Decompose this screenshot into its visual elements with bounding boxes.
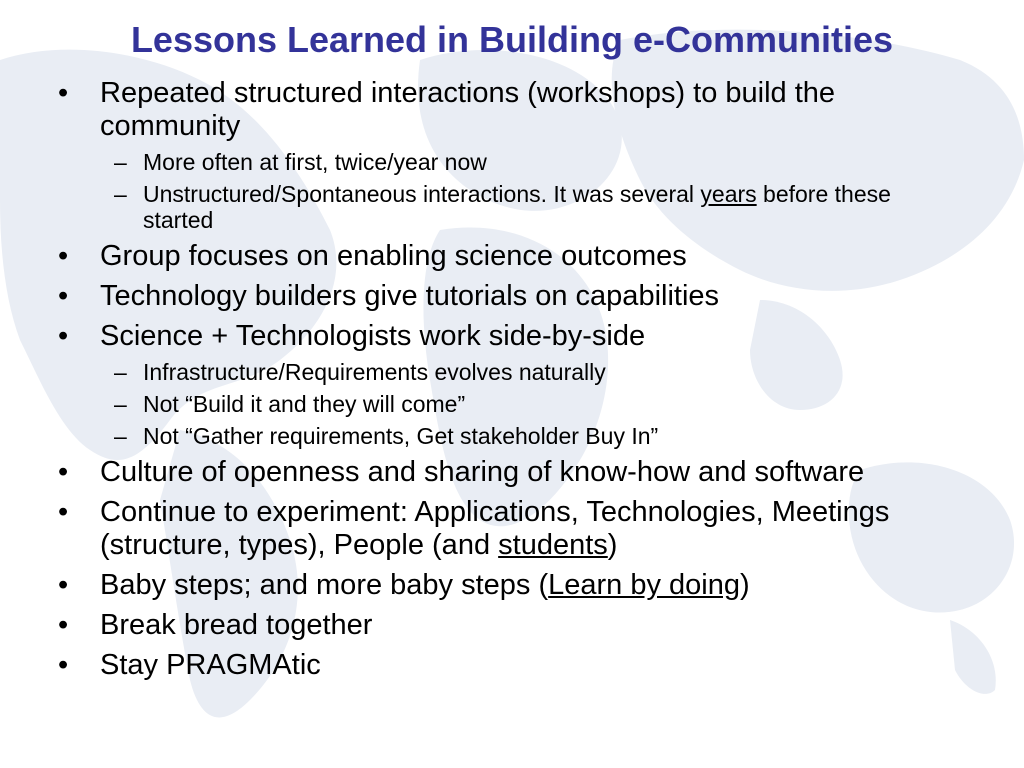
bullet-item	[58, 240, 958, 273]
sub-bullet-body	[143, 391, 465, 417]
bullet-text: Technology builders give tutorials on capabilities	[100, 280, 720, 312]
slide-title: Lessons Learned in Building e-Communities	[130, 19, 894, 60]
sub-bullet-item	[114, 181, 958, 233]
bullet-list	[58, 70, 958, 682]
bullet-item	[58, 456, 958, 489]
sub-bullet-item	[114, 359, 958, 385]
bullet-text: Group focuses on enabling science outcomes	[100, 240, 687, 272]
bullet-text: Culture of openness and sharing of know-how and software	[100, 456, 865, 488]
sub-bullet-text: Infrastructure/Requirements evolves naturally	[143, 359, 606, 385]
bullet-item	[58, 569, 958, 602]
sub-bullet-body	[143, 423, 658, 449]
bullet-item	[58, 649, 958, 682]
sub-bullet-body	[143, 359, 606, 385]
bullet-marker: •	[58, 320, 69, 352]
sub-bullet-text: Unstructured/Spontaneous interactions. It was several	[143, 181, 701, 207]
bullet-text-end: )	[607, 529, 618, 561]
bullet-text: Baby steps; and more baby steps (	[100, 569, 549, 601]
bullet-body	[100, 569, 750, 601]
bullet-marker: •	[58, 240, 69, 272]
bullet-marker: •	[58, 609, 69, 641]
sub-bullet-underlined-text: years	[700, 181, 757, 207]
sub-bullet-item	[114, 423, 958, 449]
bullet-item	[58, 496, 958, 562]
bullet-body	[100, 456, 864, 488]
bullet-underlined-text: students	[498, 529, 608, 561]
sub-bullet-item	[114, 391, 958, 417]
bullet-marker: •	[58, 569, 69, 601]
bullet-text: Science + Technologists work side-by-side	[100, 320, 646, 352]
sub-bullet-text: Not “Build it and they will come”	[143, 391, 466, 417]
bullet-item	[58, 280, 958, 313]
bullet-body	[100, 609, 372, 641]
bullet-marker: •	[58, 649, 69, 681]
sub-bullet-marker: –	[114, 391, 127, 417]
bullet-marker: •	[58, 77, 69, 109]
bullet-text: Break bread together	[100, 609, 373, 641]
sub-bullet-text: More often at first, twice/year now	[143, 149, 487, 175]
bullet-text: Repeated structured interactions (workshops) to build the community	[100, 77, 836, 142]
bullet-marker: •	[58, 280, 69, 312]
bullet-body	[100, 280, 719, 312]
bullet-body	[100, 649, 321, 681]
bullet-underlined-text: Learn by doing	[548, 569, 741, 601]
bullet-item	[58, 320, 958, 353]
sub-bullet-body	[143, 181, 891, 233]
sub-bullet-item	[114, 149, 958, 175]
bullet-item	[58, 609, 958, 642]
bullet-body	[100, 496, 889, 561]
sub-bullet-text-end: before these started	[143, 181, 891, 233]
sub-bullet-marker: –	[114, 359, 127, 385]
bullet-marker: •	[58, 456, 69, 488]
bullet-text: Stay PRAGMAtic	[100, 649, 321, 681]
bullet-body	[100, 240, 687, 272]
sub-bullet-marker: –	[114, 181, 127, 207]
sub-bullet-text: Not “Gather requirements, Get stakeholder Buy In”	[143, 423, 659, 449]
sub-bullet-marker: –	[114, 149, 127, 175]
sub-bullet-body	[143, 149, 487, 175]
bullet-body	[100, 320, 645, 352]
bullet-text-end: )	[740, 569, 750, 601]
bullet-text: Continue to experiment: Applications, Technologies, Meetings (structure, types), People (and	[100, 496, 890, 561]
bullet-body	[100, 77, 835, 142]
sub-bullet-marker: –	[114, 423, 127, 449]
bullet-item	[58, 77, 958, 143]
bullet-marker: •	[58, 496, 69, 528]
